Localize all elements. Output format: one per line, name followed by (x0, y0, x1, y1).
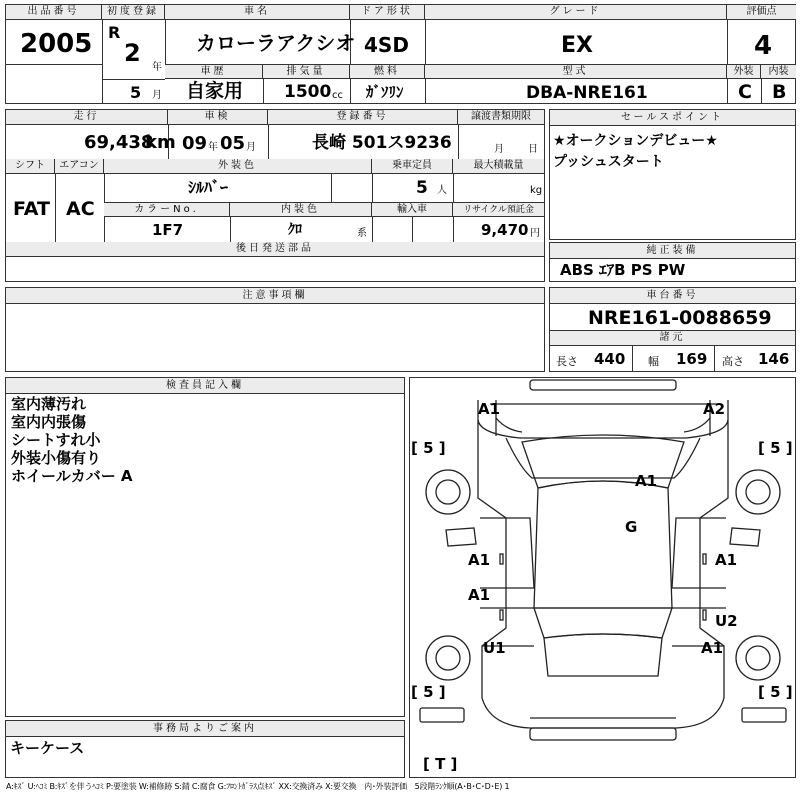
mark-rear-fender-left: U1 (483, 639, 506, 657)
shift: FAT (13, 198, 50, 220)
lot-label: 出品番号 (6, 5, 102, 20)
sales-points-block (549, 109, 796, 240)
chassis-block (549, 287, 796, 372)
era: R (108, 23, 121, 42)
length: 440 (594, 350, 626, 368)
exterior-color: ｼﾙﾊﾞｰ (188, 178, 229, 197)
lot-number: 2005 (20, 29, 93, 59)
chassis-label: 車台番号 (550, 288, 795, 304)
mileage-label: 走行 (6, 110, 168, 125)
tire-front-right: [ 5 ] (758, 439, 793, 457)
recycle-label: リサイクル預託金 (453, 202, 544, 217)
tire-rear-left: [ 5 ] (411, 683, 446, 701)
score: 4 (754, 31, 773, 61)
month-unit: 月 (152, 90, 162, 101)
legend: A:ｷｽﾞ U:ﾍｺﾐ B:ｷｽﾞを伴うﾍｺﾐ P:要塗装 W:補修跡 S:錆 C:腐食 G:ﾌﾛﾝﾄｶﾞﾗｽ点ｷｽﾞ XX:交換済み X:要交換 内･外装評価 5段階ﾗﾝｸ順(A･B･C･D･E) 1 (6, 782, 510, 791)
mark-rear-door-left: A1 (468, 586, 491, 604)
interior-color-label: 内装色 (230, 202, 372, 217)
reg-year: 2 (124, 39, 141, 67)
mark-rear-fender-right: A1 (701, 639, 724, 657)
equipment-label: 純正装備 (550, 243, 795, 259)
insp-year-unit: 年 (208, 142, 218, 153)
sales-point-line-1: ★オークションデビュー★ (553, 133, 718, 149)
history-label: 車歴 (165, 64, 263, 79)
score-label: 評価点 (727, 5, 796, 20)
year-unit: 年 (152, 62, 162, 73)
insp-month-unit: 月 (246, 142, 256, 153)
reg-month: 5 (130, 83, 142, 102)
sales-point-line-2: プッシュスタート (553, 154, 664, 170)
later-parts-label: 後日発送部品 (6, 242, 544, 257)
mark-front-door-left: A1 (468, 551, 491, 569)
fuel-label: 燃料 (350, 64, 425, 79)
mileage: 69,438 (84, 132, 154, 153)
notes-block (5, 287, 545, 372)
mark-rear-door-right: U2 (715, 612, 738, 630)
office-value: キーケース (10, 739, 85, 757)
transfer-day: 日 (528, 144, 538, 155)
car-name: カローラアクシオ (196, 31, 356, 55)
recycle: 9,470 (481, 221, 529, 239)
insp-month: 05 (220, 133, 246, 154)
displacement-unit: cc (332, 90, 343, 101)
width-label: 幅 (648, 355, 659, 368)
trunk-label: [ T ] (423, 755, 458, 773)
header-block (5, 4, 796, 104)
transfer-month: 月 (494, 144, 504, 155)
inspector-label: 検査員記入欄 (6, 378, 404, 394)
mark-front-door-right: A1 (715, 551, 738, 569)
plate-label: 登録番号 (268, 110, 458, 125)
equipment-block (549, 242, 796, 282)
tire-front-left: [ 5 ] (411, 439, 446, 457)
import-label: 輸入車 (372, 202, 453, 217)
grade: EX (561, 33, 593, 58)
model-label: 型式 (425, 64, 727, 79)
inspector-line-1: 室内薄汚れ (11, 395, 87, 413)
spec-block (5, 109, 545, 282)
inspection-label: 車検 (168, 110, 268, 125)
first-reg-label: 初度登録 (102, 5, 165, 20)
displacement-label: 排気量 (263, 64, 350, 79)
inspector-line-3: シートすれ小 (11, 431, 101, 449)
inspector-block (5, 377, 405, 717)
exterior-color-label: 外装色 (104, 159, 372, 174)
mark-front-bumper-right: A2 (703, 400, 726, 418)
mark-front-bumper-left: A1 (478, 400, 501, 418)
car-diagram (410, 378, 796, 778)
color-no: 1F7 (152, 221, 184, 239)
mark-roof: A1 (635, 472, 658, 490)
max-load-unit: kg (530, 185, 543, 196)
inspector-line-4: 外装小傷有り (11, 449, 102, 467)
ac: AC (66, 198, 95, 220)
width: 169 (676, 350, 708, 368)
fuel: ｶﾞｿﾘﾝ (366, 83, 404, 101)
height: 146 (758, 350, 790, 368)
plate: 長崎 501ス9236 (312, 133, 452, 153)
displacement: 1500 (284, 82, 332, 102)
max-load-label: 最大積載量 (453, 159, 544, 174)
mark-glass: G (625, 518, 638, 536)
dims-label: 諸元 (550, 330, 795, 346)
model: DBA-NRE161 (526, 83, 648, 103)
sales-points-label: セールスポイント (550, 110, 795, 126)
transfer-label: 譲渡書類期限 (458, 110, 544, 125)
color-no-label: カラーNo. (104, 202, 230, 217)
notes-label: 注意事項欄 (6, 288, 544, 304)
tire-rear-right: [ 5 ] (758, 683, 793, 701)
office-label: 事務局よりご案内 (6, 721, 404, 737)
mileage-unit: km (145, 132, 176, 153)
interior-color: ｸﾛ (288, 222, 302, 238)
int-score: B (772, 81, 787, 103)
recycle-unit: 円 (530, 228, 540, 239)
capacity-unit: 人 (437, 185, 447, 196)
ext-score: C (738, 81, 752, 103)
door-label: ドア形状 (350, 5, 425, 20)
car-name-label: 車名 (165, 5, 350, 20)
history: 自家用 (186, 80, 244, 102)
chassis-number: NRE161-0088659 (588, 307, 772, 329)
capacity-label: 乗車定員 (372, 159, 453, 174)
length-label: 長さ (556, 355, 578, 368)
shift-label: シフト (6, 159, 55, 174)
height-label: 高さ (722, 355, 744, 368)
int-label: 内装 (761, 64, 796, 79)
ext-label: 外装 (727, 64, 761, 79)
inspector-line-2: 室内内張傷 (11, 413, 87, 431)
insp-year: 09 (182, 133, 208, 154)
capacity: 5 (416, 178, 428, 198)
equipment-value: ABS ｴｱB PS PW (560, 261, 686, 279)
grade-label: グレード (425, 5, 727, 20)
inspector-line-5: ホイールカバー A (11, 467, 133, 485)
ac-label: エアコン (55, 159, 104, 174)
interior-suffix: 系 (357, 228, 367, 239)
office-block (5, 720, 405, 778)
door: 4SD (364, 33, 409, 57)
